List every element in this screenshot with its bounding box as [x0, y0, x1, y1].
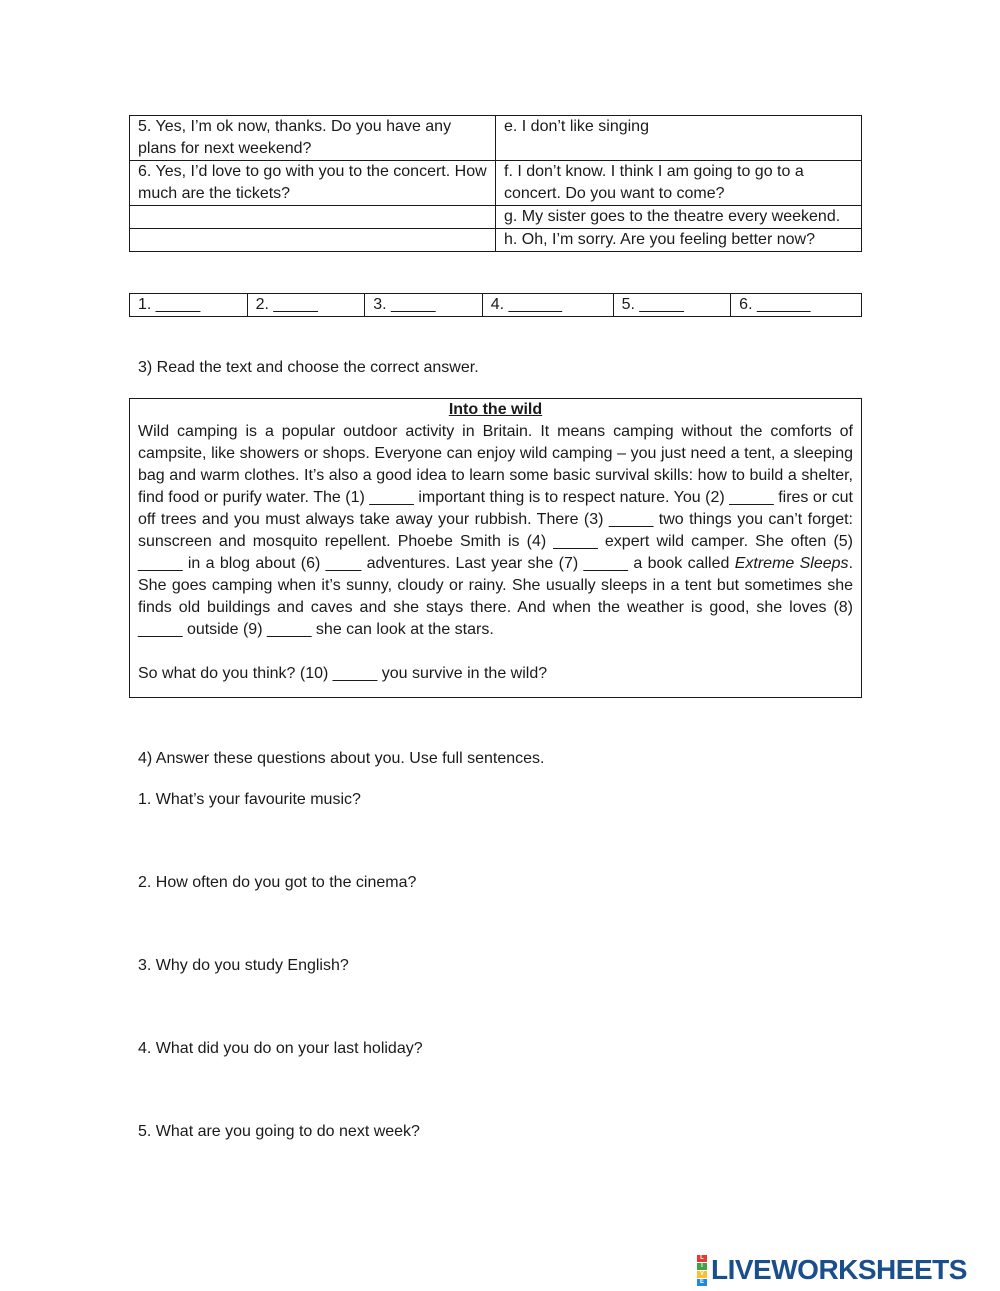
logo-mark-i: I: [697, 1263, 707, 1270]
answer-cell-1[interactable]: 1. _____: [130, 294, 248, 317]
right-cell: e. I don’t like singing: [496, 116, 862, 161]
question-3: 3. Why do you study English?: [138, 957, 349, 974]
table-row: [130, 294, 862, 317]
logo-mark-e: E: [697, 1279, 707, 1286]
answer-cell-2[interactable]: 2. _____: [247, 294, 365, 317]
question-5: 5. What are you going to do next week?: [138, 1123, 420, 1140]
liveworksheets-logo: [697, 1255, 967, 1285]
table-row: [130, 116, 862, 161]
section-4-instruction: 4) Answer these questions about you. Use full sentences.: [138, 750, 545, 767]
passage-closing: So what do you think? (10) _____ you survive in the wild?: [138, 665, 548, 682]
reading-passage-box: [129, 398, 862, 698]
section-3-instruction: 3) Read the text and choose the correct answer.: [138, 359, 479, 376]
passage-text-part-1: Wild camping is a popular outdoor activity in Britain. It means camping without the comforts of campsite, like showers or shops. Everyone can enjoy wild camping – you just need a tent, a sleeping bag and warm clothes. It’s also a good idea to learn some basic survival skills: how to build a shelter, find food or purify water. The (1) _____ important thing is to respect nature. You (2) _____ fires or cut off trees and you must always take away your rubbish. There (3) _____ two things you can’t forget: sunscreen and mosquito repellent. Phoebe Smith is (4) _____ expert wild camper. She often (5) _____ in a blog about (6) ____ adventures. Last year she (7) _____ a book called: [138, 423, 853, 572]
answer-cell-4[interactable]: 4. ______: [482, 294, 613, 317]
table-row: [130, 229, 862, 252]
left-cell: 6. Yes, I’d love to go with you to the concert. How much are the tickets?: [130, 161, 496, 206]
logo-mark-l: L: [697, 1255, 707, 1262]
left-cell: [130, 229, 496, 252]
passage-title: Into the wild: [448, 401, 543, 418]
logo-mark-icon: [697, 1255, 707, 1286]
question-1: 1. What’s your favourite music?: [138, 791, 361, 808]
logo-text: LIVEWORKSHEETS: [711, 1254, 967, 1285]
book-title: Extreme Sleeps: [734, 555, 849, 572]
right-cell: h. Oh, I’m sorry. Are you feeling better now?: [496, 229, 862, 252]
answer-cell-6[interactable]: 6. ______: [731, 294, 862, 317]
question-2: 2. How often do you got to the cinema?: [138, 874, 417, 891]
matching-table: [129, 115, 862, 252]
left-cell: 5. Yes, I’m ok now, thanks. Do you have any plans for next weekend?: [130, 116, 496, 161]
answer-cell-5[interactable]: 5. _____: [613, 294, 731, 317]
table-row: [130, 206, 862, 229]
right-cell: g. My sister goes to the theatre every weekend.: [496, 206, 862, 229]
answer-cell-3[interactable]: 3. _____: [365, 294, 483, 317]
passage-body: [138, 421, 853, 641]
right-cell: f. I don’t know. I think I am going to go to a concert. Do you want to come?: [496, 161, 862, 206]
table-row: [130, 161, 862, 206]
answer-table: [129, 293, 862, 317]
question-4: 4. What did you do on your last holiday?: [138, 1040, 423, 1057]
passage-text-part-2: . She goes camping when it’s sunny, cloudy or rainy. She usually sleeps in a tent but sometimes she finds old buildings and caves and she stays there. And when the weather is good, she loves (8) _____ outside (9) _____ she can look at the stars.: [138, 555, 854, 638]
logo-mark-v: V: [697, 1271, 707, 1278]
left-cell: [130, 206, 496, 229]
